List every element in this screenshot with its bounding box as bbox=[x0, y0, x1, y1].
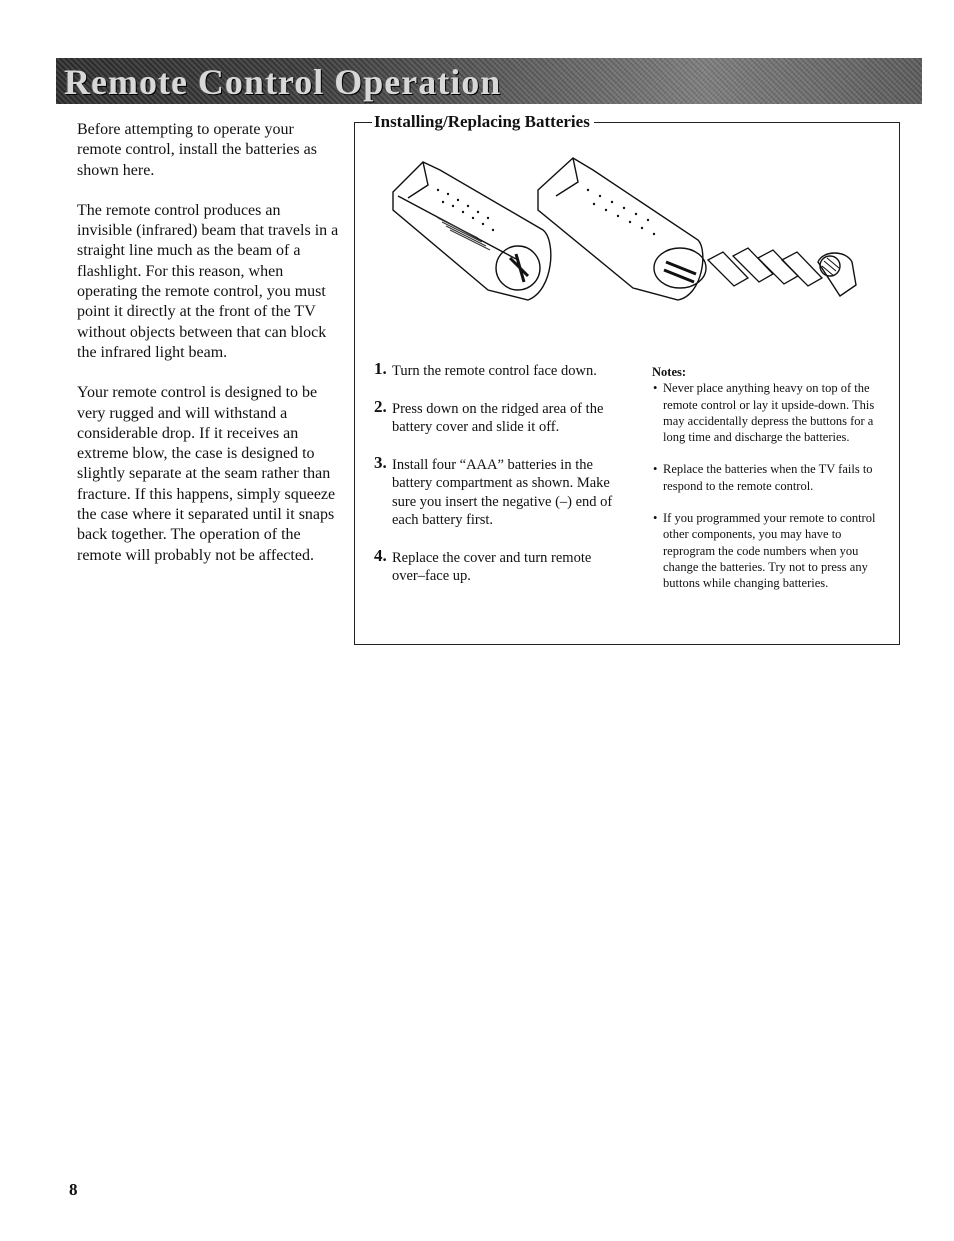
note-item: • Replace the batteries when the TV fails to respond to the remote control. bbox=[652, 461, 888, 494]
battery-cover-illustration bbox=[818, 253, 856, 296]
step-text: Replace the cover and turn remote over–face up. bbox=[392, 549, 592, 584]
installation-steps-list bbox=[374, 359, 624, 605]
note-item: • If you programmed your remote to control other components, you may have to reprogram the code numbers when you change the batteries. Try not to press any buttons while changing batteries. bbox=[652, 510, 888, 591]
step-text: Press down on the ridged area of the battery cover and slide it off. bbox=[392, 400, 604, 435]
intro-text bbox=[77, 120, 339, 586]
notes-section bbox=[652, 364, 888, 608]
step-number: 2. bbox=[374, 396, 387, 416]
intro-paragraph: The remote control produces an invisible (infrared) beam that travels in a straight line much as the beam of a flashlight. For this reason, when operating the remote control, you must point it directly at the front of the TV without objects between that can block the infrared light beam. bbox=[77, 201, 339, 361]
step-item bbox=[374, 452, 624, 530]
remote-control-open-illustration bbox=[538, 158, 706, 300]
step-item bbox=[374, 545, 624, 586]
battery-section-title: Installing/Replacing Batteries bbox=[372, 112, 594, 132]
battery-installation-illustration bbox=[378, 150, 888, 350]
note-item: • Never place anything heavy on top of the remote control or lay it upside-down. This may accidentally depress the buttons for a long time and discharge the batteries. bbox=[652, 380, 888, 445]
aaa-batteries-illustration bbox=[708, 248, 822, 286]
step-number: 1. bbox=[374, 359, 387, 378]
intro-paragraph: Your remote control is designed to be very rugged and will withstand a considerable drop. If it receives an extreme blow, the case is designed to slightly separate at the seam rather than fracture. If this happens, simply squeeze the case where it separated until it snaps back together. The operation of the remote will probably not be affected. bbox=[77, 384, 336, 564]
step-item bbox=[374, 359, 624, 381]
notes-list bbox=[652, 380, 888, 591]
step-number: 4. bbox=[374, 545, 387, 565]
section-title: Remote Control Operation bbox=[64, 62, 502, 102]
intro-paragraph: Before attempting to operate your remote control, install the batteries as shown here. bbox=[77, 121, 317, 179]
step-item bbox=[374, 396, 624, 437]
step-text: Turn the remote control face down. bbox=[392, 363, 597, 379]
section-banner bbox=[56, 58, 922, 104]
step-number: 3. bbox=[374, 452, 387, 472]
page-number: 8 bbox=[69, 1180, 78, 1199]
notes-title: Notes: bbox=[652, 365, 687, 379]
step-text: Install four “AAA” batteries in the battery compartment as shown. Make sure you insert the negative (–) end of each battery first. bbox=[392, 456, 613, 528]
remote-control-face-down-illustration bbox=[393, 162, 551, 300]
